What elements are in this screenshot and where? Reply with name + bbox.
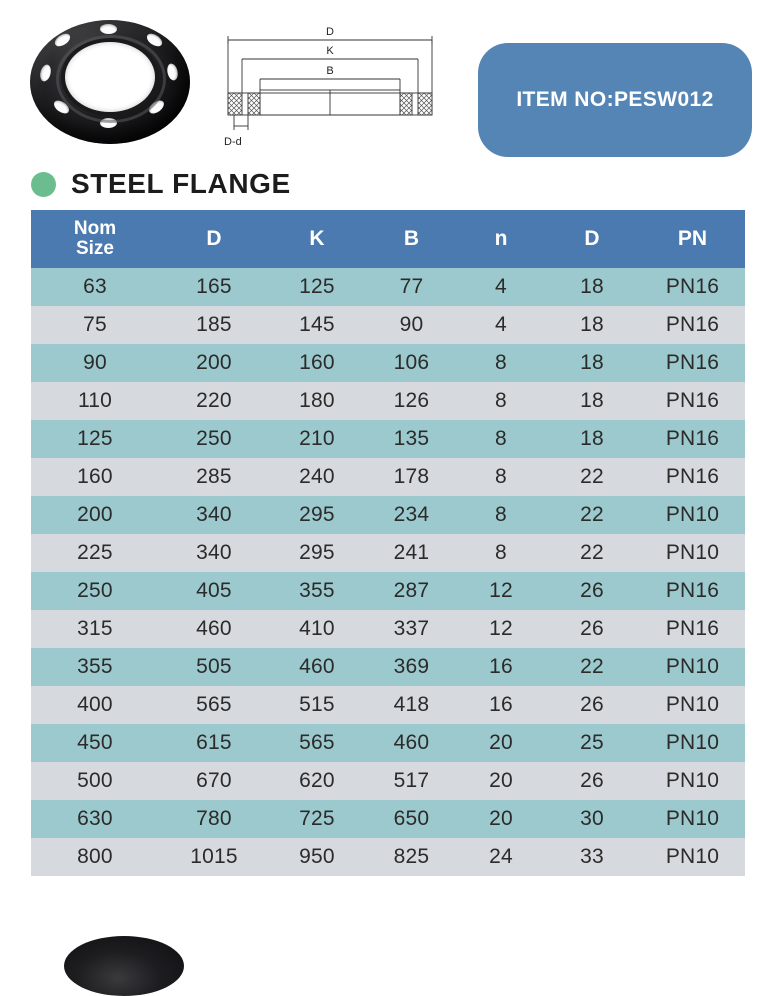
cell-nom-size: 400 bbox=[31, 686, 159, 724]
cell-b: 369 bbox=[365, 648, 458, 686]
cell-d-outer: 220 bbox=[159, 382, 269, 420]
cell-n: 4 bbox=[458, 268, 544, 306]
cell-pn: PN10 bbox=[640, 686, 745, 724]
cell-d-hole: 26 bbox=[544, 762, 640, 800]
cell-d-hole: 18 bbox=[544, 268, 640, 306]
cell-k: 725 bbox=[269, 800, 365, 838]
cell-d-outer: 405 bbox=[159, 572, 269, 610]
cell-k: 355 bbox=[269, 572, 365, 610]
cell-n: 8 bbox=[458, 458, 544, 496]
table-row bbox=[31, 800, 745, 838]
cell-nom-size: 250 bbox=[31, 572, 159, 610]
cell-d-outer: 460 bbox=[159, 610, 269, 648]
column-header-d-hole: D bbox=[544, 210, 640, 268]
cell-k: 950 bbox=[269, 838, 365, 876]
column-header-nom-size-line2: Size bbox=[75, 238, 115, 259]
cell-nom-size: 355 bbox=[31, 648, 159, 686]
cell-d-outer: 250 bbox=[159, 420, 269, 458]
cell-pn: PN16 bbox=[640, 268, 745, 306]
cell-d-hole: 18 bbox=[544, 344, 640, 382]
cell-pn: PN16 bbox=[640, 420, 745, 458]
cell-b: 241 bbox=[365, 534, 458, 572]
column-header-nom-size-line1: Nom bbox=[73, 218, 117, 240]
table-body bbox=[31, 268, 745, 876]
cell-pn: PN16 bbox=[640, 458, 745, 496]
cell-d-outer: 780 bbox=[159, 800, 269, 838]
cell-d-hole: 26 bbox=[544, 572, 640, 610]
page-title: STEEL FLANGE bbox=[71, 168, 291, 199]
table-row bbox=[31, 610, 745, 648]
cell-nom-size: 800 bbox=[31, 838, 159, 876]
table-row bbox=[31, 838, 745, 876]
cell-pn: PN16 bbox=[640, 382, 745, 420]
cell-d-hole: 18 bbox=[544, 420, 640, 458]
cell-k: 295 bbox=[269, 534, 365, 572]
cell-d-hole: 26 bbox=[544, 686, 640, 724]
cell-d-outer: 615 bbox=[159, 724, 269, 762]
column-header-n: n bbox=[458, 210, 544, 268]
cell-k: 125 bbox=[269, 268, 365, 306]
cell-d-hole: 18 bbox=[544, 382, 640, 420]
dimension-label-d-minus-d: D-d bbox=[224, 136, 242, 148]
cell-k: 620 bbox=[269, 762, 365, 800]
cell-k: 180 bbox=[269, 382, 365, 420]
cell-d-outer: 185 bbox=[159, 306, 269, 344]
table-header-row bbox=[31, 210, 745, 268]
cell-d-outer: 505 bbox=[159, 648, 269, 686]
cell-nom-size: 630 bbox=[31, 800, 159, 838]
cell-nom-size: 450 bbox=[31, 724, 159, 762]
cell-k: 565 bbox=[269, 724, 365, 762]
cell-n: 8 bbox=[458, 344, 544, 382]
cell-pn: PN10 bbox=[640, 724, 745, 762]
cell-pn: PN16 bbox=[640, 610, 745, 648]
table-row bbox=[31, 648, 745, 686]
cell-pn: PN10 bbox=[640, 534, 745, 572]
column-header-b: B bbox=[365, 210, 458, 268]
cell-d-hole: 26 bbox=[544, 610, 640, 648]
item-number-badge bbox=[478, 43, 752, 157]
header-block bbox=[0, 0, 766, 160]
table-row bbox=[31, 686, 745, 724]
table-row bbox=[31, 382, 745, 420]
cell-d-hole: 30 bbox=[544, 800, 640, 838]
cell-b: 77 bbox=[365, 268, 458, 306]
cell-k: 145 bbox=[269, 306, 365, 344]
cell-n: 8 bbox=[458, 496, 544, 534]
cell-nom-size: 500 bbox=[31, 762, 159, 800]
cell-b: 135 bbox=[365, 420, 458, 458]
cell-b: 90 bbox=[365, 306, 458, 344]
flange-section-svg bbox=[214, 18, 446, 150]
cell-n: 24 bbox=[458, 838, 544, 876]
cell-b: 418 bbox=[365, 686, 458, 724]
cell-n: 20 bbox=[458, 762, 544, 800]
column-header-d-outer: D bbox=[159, 210, 269, 268]
cell-pn: PN10 bbox=[640, 762, 745, 800]
cell-pn: PN16 bbox=[640, 572, 745, 610]
table-row bbox=[31, 268, 745, 306]
cell-nom-size: 315 bbox=[31, 610, 159, 648]
cell-pn: PN10 bbox=[640, 648, 745, 686]
cell-n: 16 bbox=[458, 686, 544, 724]
cell-d-hole: 22 bbox=[544, 534, 640, 572]
cell-n: 20 bbox=[458, 724, 544, 762]
cell-d-outer: 670 bbox=[159, 762, 269, 800]
section-title bbox=[31, 163, 291, 205]
table-row bbox=[31, 458, 745, 496]
table-row bbox=[31, 534, 745, 572]
cell-pn: PN16 bbox=[640, 306, 745, 344]
cell-nom-size: 125 bbox=[31, 420, 159, 458]
cell-k: 515 bbox=[269, 686, 365, 724]
cell-d-hole: 33 bbox=[544, 838, 640, 876]
cell-d-hole: 22 bbox=[544, 458, 640, 496]
cell-nom-size: 75 bbox=[31, 306, 159, 344]
cell-d-outer: 565 bbox=[159, 686, 269, 724]
column-header-nom-size bbox=[31, 210, 159, 268]
cell-n: 12 bbox=[458, 572, 544, 610]
table-row bbox=[31, 344, 745, 382]
table-row bbox=[31, 420, 745, 458]
dimension-label-k: K bbox=[326, 45, 334, 57]
table-row bbox=[31, 724, 745, 762]
cell-k: 295 bbox=[269, 496, 365, 534]
bullet-circle-icon bbox=[31, 172, 56, 197]
cell-b: 460 bbox=[365, 724, 458, 762]
cell-n: 8 bbox=[458, 382, 544, 420]
cell-d-hole: 22 bbox=[544, 648, 640, 686]
column-header-k: K bbox=[269, 210, 365, 268]
cell-k: 160 bbox=[269, 344, 365, 382]
column-header-pn: PN bbox=[640, 210, 745, 268]
flange-bore bbox=[65, 42, 155, 112]
cell-nom-size: 200 bbox=[31, 496, 159, 534]
table-row bbox=[31, 572, 745, 610]
cell-pn: PN10 bbox=[640, 800, 745, 838]
cell-d-hole: 22 bbox=[544, 496, 640, 534]
cell-d-outer: 340 bbox=[159, 534, 269, 572]
cell-b: 234 bbox=[365, 496, 458, 534]
cell-n: 16 bbox=[458, 648, 544, 686]
cell-d-outer: 200 bbox=[159, 344, 269, 382]
cell-n: 12 bbox=[458, 610, 544, 648]
cell-b: 126 bbox=[365, 382, 458, 420]
table-row bbox=[31, 496, 745, 534]
cell-nom-size: 63 bbox=[31, 268, 159, 306]
cell-k: 410 bbox=[269, 610, 365, 648]
cell-b: 178 bbox=[365, 458, 458, 496]
cell-nom-size: 160 bbox=[31, 458, 159, 496]
cell-d-hole: 18 bbox=[544, 306, 640, 344]
cell-b: 650 bbox=[365, 800, 458, 838]
cell-b: 337 bbox=[365, 610, 458, 648]
cell-pn: PN16 bbox=[640, 344, 745, 382]
table-row bbox=[31, 762, 745, 800]
specification-table bbox=[31, 210, 745, 876]
cell-d-outer: 1015 bbox=[159, 838, 269, 876]
cell-nom-size: 90 bbox=[31, 344, 159, 382]
dimension-label-b: B bbox=[326, 65, 334, 77]
table-header bbox=[31, 210, 745, 268]
cell-n: 8 bbox=[458, 420, 544, 458]
cell-b: 287 bbox=[365, 572, 458, 610]
cell-n: 20 bbox=[458, 800, 544, 838]
cell-d-outer: 285 bbox=[159, 458, 269, 496]
item-number-label: ITEM NO:PESW012 bbox=[516, 88, 714, 111]
cell-n: 8 bbox=[458, 534, 544, 572]
cell-b: 106 bbox=[365, 344, 458, 382]
product-photo-flange bbox=[24, 12, 196, 152]
cell-d-outer: 340 bbox=[159, 496, 269, 534]
cell-d-hole: 25 bbox=[544, 724, 640, 762]
table-row bbox=[31, 306, 745, 344]
cell-nom-size: 110 bbox=[31, 382, 159, 420]
dimension-label-d: D bbox=[326, 26, 334, 38]
cell-k: 210 bbox=[269, 420, 365, 458]
cell-b: 825 bbox=[365, 838, 458, 876]
cell-k: 460 bbox=[269, 648, 365, 686]
cell-pn: PN10 bbox=[640, 496, 745, 534]
cell-n: 4 bbox=[458, 306, 544, 344]
cell-d-outer: 165 bbox=[159, 268, 269, 306]
cell-nom-size: 225 bbox=[31, 534, 159, 572]
cell-k: 240 bbox=[269, 458, 365, 496]
secondary-product-photo bbox=[64, 936, 184, 996]
cell-pn: PN10 bbox=[640, 838, 745, 876]
technical-drawing bbox=[214, 18, 446, 150]
cell-b: 517 bbox=[365, 762, 458, 800]
